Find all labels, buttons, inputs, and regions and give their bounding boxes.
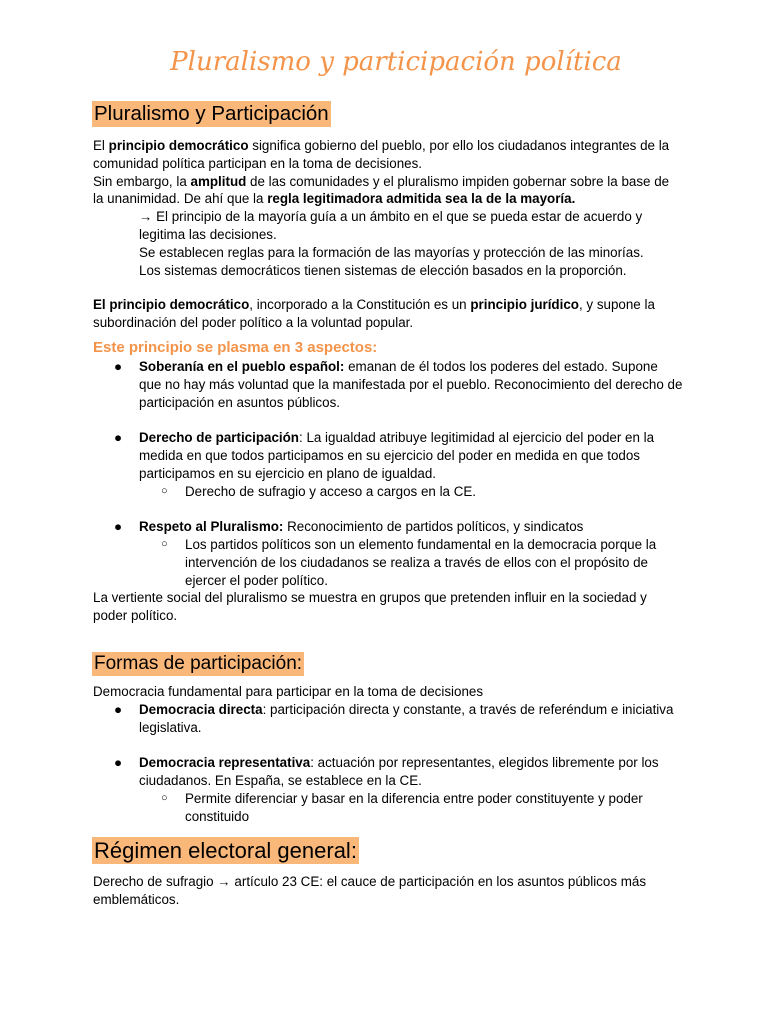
heading-highlight: Régimen electoral general: [94, 838, 357, 863]
list-item: ● Soberanía en el pueblo español: emanan de él todos los poderes del estado. Supone que no hay más voluntad que la manifestada por el pueblo. Reconocimiento del derecho de participación en asuntos públicos. [114, 359, 683, 410]
bullet-icon: ● [114, 755, 123, 771]
sub-list-item: ○ Permite diferenciar y basar en la diferencia entre poder constituyente y poder constituido [161, 790, 643, 824]
heading-highlight: Formas de participación: [94, 653, 303, 674]
circle-bullet-icon: ○ [161, 791, 168, 804]
paragraph: El principio democrático significa gobierno del pueblo, por ello los ciudadanos integrantes de la comunidad política participan en la toma de decisiones. [93, 138, 670, 171]
paragraph: La vertiente social del pluralismo se muestra en grupos que pretenden influir en la sociedad y poder político. [93, 590, 647, 624]
bullet-icon: ● [114, 519, 123, 535]
paragraph: Derecho de sufragio → artículo 23 CE: el cauce de participación en los asuntos públicos más emblemáticos. [93, 874, 647, 907]
list-item: ● Democracia directa: participación directa y constante, a través de referéndum e iniciativa legislativa. [114, 701, 674, 735]
section-heading-formas [92, 652, 304, 676]
section-heading-pluralismo [92, 101, 331, 127]
section-pluralismo-body [93, 137, 683, 279]
indented-line: → El principio de la mayoría guía a un ámbito en el que se pueda estar de acuerdo y legitima las decisiones. [139, 209, 643, 242]
bullet-icon: ● [114, 701, 123, 717]
list-item: ● Derecho de participación: La igualdad atribuye legitimidad al ejercicio del poder en la medida en que todos participamos en su ejercicio del poder en medida en que todos participamos en su ejercicio en plano de igualdad. [114, 430, 655, 481]
circle-bullet-icon: ○ [161, 537, 168, 550]
document-title: Pluralismo y participación política [170, 47, 622, 77]
section-heading-regimen [92, 837, 359, 864]
bullet-icon: ● [114, 430, 123, 446]
heading-highlight: Pluralismo y Participación [94, 102, 329, 125]
list-item: ● Respeto al Pluralismo: Reconocimiento de partidos políticos, y sindicatos [114, 519, 584, 535]
bullet-icon: ● [114, 359, 123, 374]
sub-list-item: ○ Los partidos políticos son un elemento fundamental en la democracia porque la intervención de los ciudadanos se realiza a través de ellos con el propósito de ejercer el poder político. [161, 536, 657, 588]
aspects-list [93, 358, 683, 625]
indented-line: Los sistemas democráticos tienen sistemas de elección basados en la proporción. [139, 262, 627, 278]
paragraph: Democracia fundamental para participar en la toma de decisiones [93, 684, 484, 699]
indented-line: Se establecen reglas para la formación de las mayorías y protección de las minorías. [139, 244, 644, 260]
circle-bullet-icon: ○ [161, 484, 168, 497]
paragraph: El principio democrático, incorporado a la Constitución es un principio jurídico, y supone la subordinación del poder político a la voluntad popular. [93, 297, 655, 330]
paragraph: Sin embargo, la amplitud de las comunidades y el pluralismo impiden gobernar sobre la base de la unanimidad. De ahí que la regla legitimadora admitida sea la de la mayoría. [93, 173, 670, 207]
list-item: ● Democracia representativa: actuación por representantes, elegidos libremente por los ciudadanos. En España, se establece en la CE. [114, 755, 659, 788]
subheading-aspectos: Este principio se plasma en 3 aspectos: [93, 339, 378, 356]
section-formas-body [93, 683, 683, 825]
sub-list-item: ○ Derecho de sufragio y acceso a cargos en la CE. [161, 483, 477, 499]
